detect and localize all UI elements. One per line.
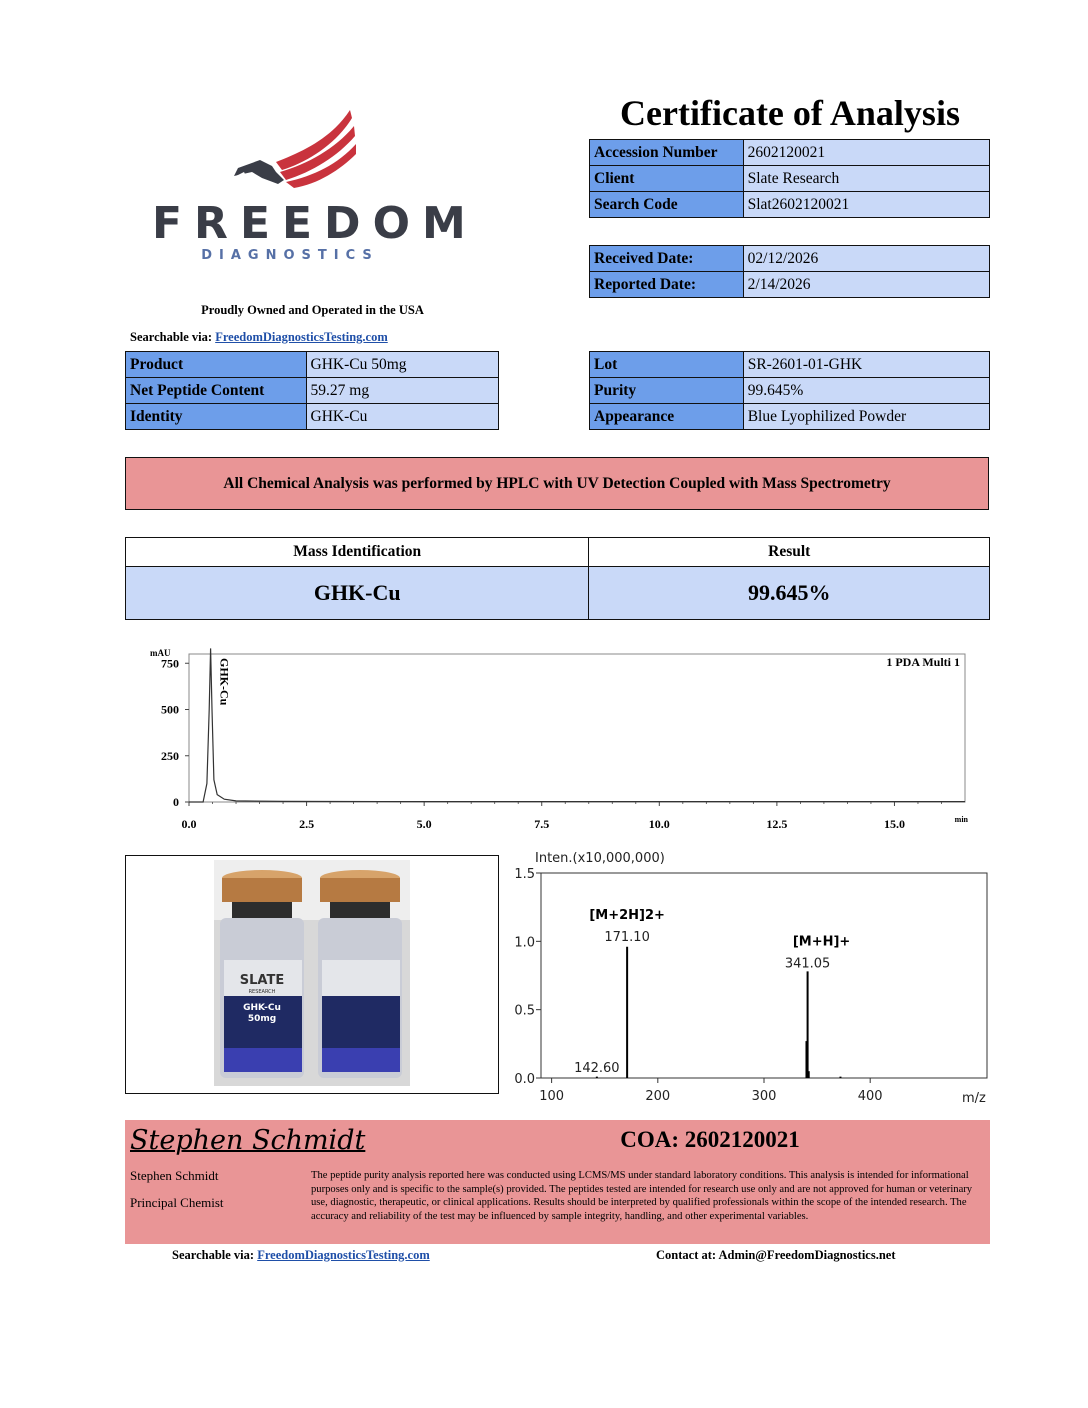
peak-label: GHK-Cu [217, 658, 232, 706]
y-axis-label: Inten.(x10,000,000) [535, 851, 665, 866]
footer-searchable-label: Searchable via: [172, 1248, 255, 1262]
table-row [126, 404, 499, 430]
table-row [126, 378, 499, 404]
table-row [590, 166, 990, 192]
searchable-link[interactable]: FreedomDiagnosticsTesting.com [215, 330, 388, 344]
signer-name: Stephen Schmidt [130, 1168, 219, 1183]
table-row [590, 272, 990, 298]
plot-frame [189, 654, 965, 802]
searchable-label: Searchable via: [130, 330, 213, 344]
row-value: 2602120021 [743, 140, 989, 166]
x-tick-label: 300 [751, 1089, 777, 1104]
coa-number: COA: 2602120021 [620, 1127, 800, 1152]
signature-script: Stephen Schmidt [130, 1125, 366, 1156]
lot-table [589, 351, 990, 430]
table-row [590, 352, 990, 378]
y-tick-label: 1.5 [514, 867, 535, 882]
y-tick-label: 1.0 [514, 935, 535, 951]
plot-frame [541, 873, 987, 1078]
row-label: Purity [590, 378, 744, 404]
row-label: Accession Number [590, 140, 744, 166]
eagle-flag-logo-icon [232, 108, 362, 192]
table-row [590, 192, 990, 218]
brand-tagline: Proudly Owned and Operated in the USA [201, 303, 424, 317]
searchable-top [130, 330, 388, 345]
y-tick-label: 0.5 [514, 1003, 535, 1019]
result-table [125, 537, 990, 620]
row-value: GHK-Cu 50mg [306, 352, 498, 378]
peak-value-label: 341.05 [784, 956, 831, 972]
x-tick-label: 7.5 [534, 817, 550, 831]
row-value: 02/12/2026 [743, 246, 989, 272]
disclaimer-text: The peptide purity analysis reported here was conducted using LCMS/MS under standard laboratory conditions. This analysis is intended for informational purposes only and is specific to the sample(s) provided. The peptides tested are intended for research use only and are not approved for human or veterinary use, diagnostic, therapeutic, or clinical applications. Results should be interpreted by qualified professionals within the scope of the intended research. The accuracy and reliability of the test may be influenced by sample integrity, handling, and other experimental variables. [311, 1170, 973, 1222]
product-photo-frame [125, 855, 499, 1094]
x-tick-label: 10.0 [648, 817, 670, 831]
dates-table [589, 245, 990, 298]
table-row [590, 140, 990, 166]
peak-value-label: 171.10 [604, 929, 650, 945]
result-cell: 99.645% [589, 567, 990, 620]
row-value: Slat2602120021 [743, 192, 989, 218]
y-axis-label: mAU [150, 648, 171, 658]
row-label: Appearance [590, 404, 744, 430]
row-label: Reported Date: [590, 272, 744, 298]
column-header: Result [589, 538, 990, 567]
x-tick-label: 12.5 [766, 817, 788, 831]
x-axis-label: min [954, 815, 968, 824]
page-title: Certificate of Analysis [620, 93, 960, 133]
chart-legend: 1 PDA Multi 1 [886, 655, 960, 669]
product-table [125, 351, 499, 430]
x-tick-label: 0.0 [181, 817, 197, 831]
x-axis-label: m/z [962, 1091, 986, 1106]
table-row [126, 567, 990, 620]
table-row [590, 378, 990, 404]
vial-brand-text: SLATE [239, 973, 285, 988]
y-tick-label: 500 [161, 702, 179, 717]
table-row [126, 352, 499, 378]
row-label: Client [590, 166, 744, 192]
brand-subname: DIAGNOSTICS [201, 248, 379, 263]
ion-annotation: [M+2H]2+ [589, 907, 665, 923]
row-label: Product [126, 352, 307, 378]
x-tick-label: 5.0 [416, 817, 432, 831]
accession-table [589, 139, 990, 218]
row-value: SR-2601-01-GHK [743, 352, 989, 378]
row-label: Search Code [590, 192, 744, 218]
vial-dose-text: 50mg [247, 1014, 277, 1024]
hplc-chromatogram [140, 644, 970, 834]
table-header-row [126, 538, 990, 567]
brand-name: FREEDOM [152, 198, 478, 249]
column-header: Mass Identification [126, 538, 589, 567]
row-value: 99.645% [743, 378, 989, 404]
vial-product-text: GHK-Cu [243, 1003, 281, 1013]
footer-searchable [172, 1248, 430, 1263]
x-tick-label: 400 [857, 1089, 883, 1104]
identity-cell: GHK-Cu [126, 567, 589, 620]
row-value: 59.27 mg [306, 378, 498, 404]
y-tick-label: 750 [161, 656, 179, 671]
table-row [590, 404, 990, 430]
footer-searchable-link[interactable]: FreedomDiagnosticsTesting.com [257, 1248, 430, 1262]
row-label: Identity [126, 404, 307, 430]
signer-title: Principal Chemist [130, 1195, 224, 1210]
method-banner: All Chemical Analysis was performed by HPLC with UV Detection Coupled with Mass Spectrometry [125, 457, 989, 510]
mass-spectrum-chart [510, 846, 990, 1108]
row-value: Slate Research [743, 166, 989, 192]
x-tick-label: 200 [645, 1089, 671, 1104]
x-tick-label: 15.0 [883, 817, 905, 831]
footer-contact[interactable]: Contact at: Admin@FreedomDiagnostics.net [656, 1248, 896, 1262]
peak-value-label: 142.60 [574, 1061, 620, 1076]
product-vials-photo-icon [214, 860, 410, 1086]
table-row [590, 246, 990, 272]
y-tick-label: 250 [161, 748, 179, 763]
row-label: Net Peptide Content [126, 378, 307, 404]
row-label: Received Date: [590, 246, 744, 272]
row-label: Lot [590, 352, 744, 378]
vial-brand-sub: RESEARCH [248, 989, 276, 995]
ion-annotation: [M+H]+ [792, 934, 851, 950]
y-tick-label: 0 [173, 795, 179, 809]
row-value: Blue Lyophilized Powder [743, 404, 989, 430]
x-tick-label: 100 [539, 1089, 565, 1104]
y-tick-label: 0.0 [514, 1072, 535, 1087]
chromatogram-series-line [189, 648, 965, 802]
row-value: GHK-Cu [306, 404, 498, 430]
x-tick-label: 2.5 [299, 817, 315, 831]
row-value: 2/14/2026 [743, 272, 989, 298]
